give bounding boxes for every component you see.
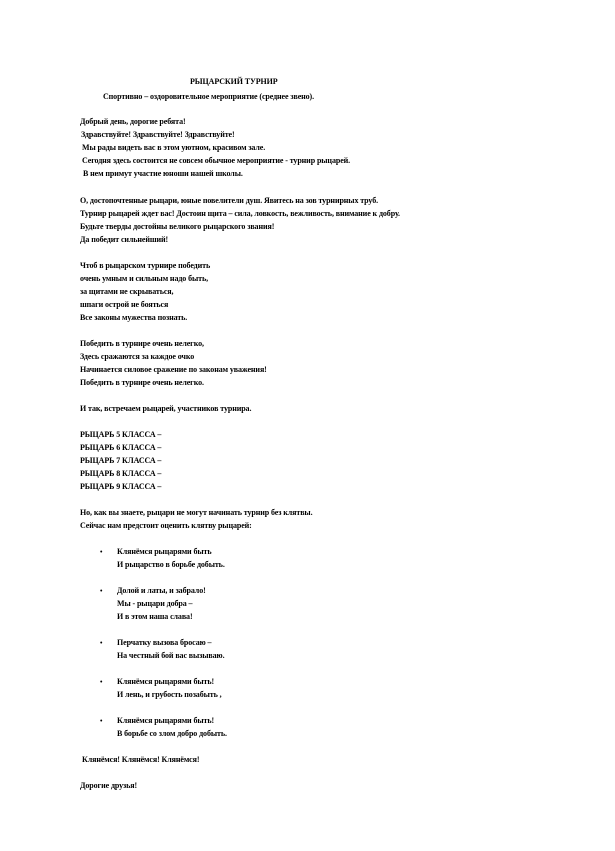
- knight-line: РЫЦАРЬ 8 КЛАССА –: [80, 469, 162, 478]
- document-subtitle: Спортивно – оздоровительное мероприятие (среднее звено).: [103, 92, 315, 101]
- address-line: Будьте тверды достойны великого рыцарского звания!: [80, 222, 275, 231]
- bullet-icon: •: [100, 717, 103, 725]
- greeting-line: Мы рады видеть вас в этом уютном, красивом зале.: [82, 143, 266, 152]
- verse-line: Чтоб в рыцарском турнире победить: [80, 261, 211, 270]
- oath-line: Мы - рыцари добра –: [117, 599, 193, 608]
- verse-line: Все законы мужества познать.: [80, 313, 188, 322]
- oath-line: Клянёмся рыцарями быть!: [117, 716, 215, 725]
- bullet-icon: •: [100, 548, 103, 556]
- oath-line: Перчатку вызова бросаю –: [117, 638, 212, 647]
- greeting-line: В нем примут участие юноши нашей школы.: [83, 169, 243, 178]
- knight-line: РЫЦАРЬ 9 КЛАССА –: [80, 482, 162, 491]
- oath-line: Клянёмся рыцарями быть!: [117, 677, 215, 686]
- verse-line: Здесь сражаются за каждое очко: [80, 352, 195, 361]
- oath-intro-line: Сейчас нам предстоит оценить клятву рыцарей:: [80, 521, 252, 530]
- verse-line: шпаги острой не бояться: [80, 300, 169, 309]
- verse-line: за щитами не скрываться,: [80, 287, 174, 296]
- oath-line: Долой и латы, и забрало!: [117, 586, 206, 595]
- oath-line: В борьбе со злом добро добыть.: [117, 729, 227, 738]
- knight-line: РЫЦАРЬ 6 КЛАССА –: [80, 443, 162, 452]
- verse-line: очень умным и сильным надо быть,: [80, 274, 208, 283]
- bullet-icon: •: [100, 678, 103, 686]
- closing-line: Клянёмся! Клянёмся! Клянёмся!: [82, 755, 200, 764]
- oath-line: И лень, и грубость позабыть ,: [117, 690, 222, 699]
- knight-line: РЫЦАРЬ 5 КЛАССА –: [80, 430, 162, 439]
- final-line: Дорогие друзья!: [80, 781, 138, 790]
- verse-line: Начинается силовое сражение по законам уважения!: [80, 365, 267, 374]
- greeting-line: Здравствуйте! Здравствуйте! Здравствуйте!: [81, 130, 235, 139]
- oath-line: Клянёмся рыцарями быть: [117, 547, 212, 556]
- meet-line: И так, встречаем рыцарей, участников турнира.: [80, 404, 252, 413]
- verse-line: Победить в турнире очень нелегко.: [80, 378, 204, 387]
- knight-line: РЫЦАРЬ 7 КЛАССА –: [80, 456, 162, 465]
- address-line: О, достопочтенные рыцари, юные повелители душ. Явитесь на зов турнирных труб.: [80, 196, 379, 205]
- greeting-line: Сегодня здесь состоится не совсем обычное мероприятие - турнир рыцарей.: [82, 156, 351, 165]
- address-line: Турнир рыцарей ждет вас! Достоин щита – сила, ловкость, вежливость, внимание к добру.: [80, 209, 400, 218]
- greeting-line: Добрый день, дорогие ребята!: [80, 117, 186, 126]
- oath-line: И в этом наша слава!: [117, 612, 193, 621]
- document-title: РЫЦАРСКИЙ ТУРНИР: [190, 77, 278, 86]
- oath-line: И рыцарство в борьбе добыть.: [117, 560, 225, 569]
- bullet-icon: •: [100, 587, 103, 595]
- bullet-icon: •: [100, 639, 103, 647]
- oath-line: На честный бой вас вызываю.: [117, 651, 225, 660]
- address-line: Да победит сильнейший!: [80, 235, 169, 244]
- verse-line: Победить в турнире очень нелегко,: [80, 339, 204, 348]
- oath-intro-line: Но, как вы знаете, рыцари не могут начинать турнир без клятвы.: [80, 508, 313, 517]
